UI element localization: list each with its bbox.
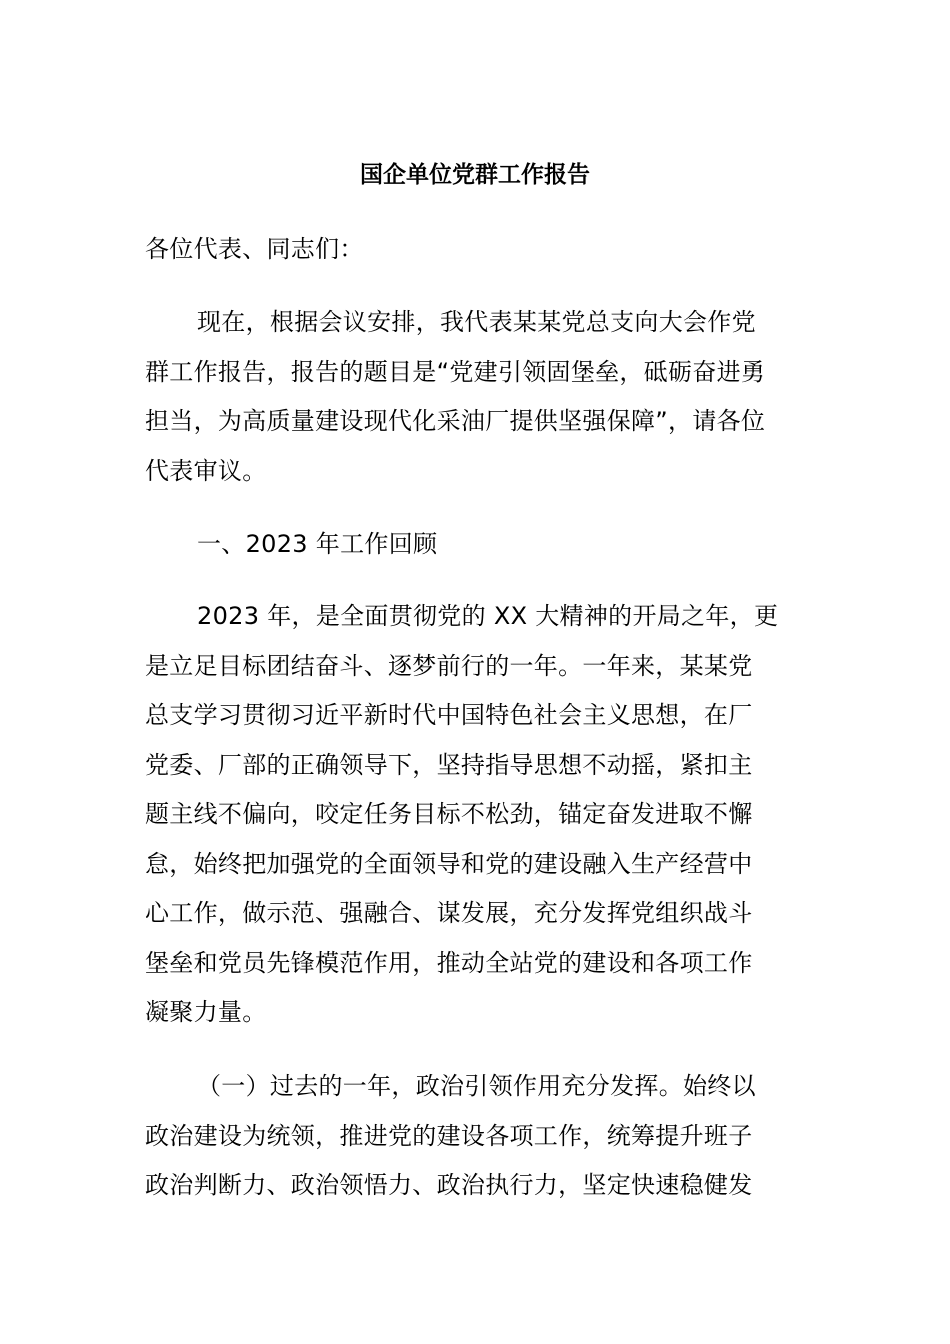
section-heading-text: 一、2023 年工作回顾 [197,530,438,558]
paragraph-line: 政治建设为统领，推进党的建设各项工作，统筹提升班子 [145,1121,753,1150]
paragraph-line: 政治判断力、政治领悟力、政治执行力，坚定快速稳健发 [145,1171,753,1199]
section-heading [145,520,805,570]
review-paragraph [145,592,805,1038]
paragraph-line: 总支学习贯彻习近平新时代中国特色社会主义思想，在厂 [145,701,753,729]
paragraph-line: 凝聚力量。 [145,998,267,1026]
paragraph-line: 怠，始终把加强党的全面领导和党的建设融入生产经营中 [145,849,753,878]
paragraph-line: （一）过去的一年，政治引领作用充分发挥。始终以 [197,1072,756,1100]
subsection-paragraph [145,1062,805,1211]
paragraph-line: 2023 年，是全面贯彻党的 XX 大精神的开局之年，更 [197,602,779,630]
salutation [145,225,805,275]
paragraph-line: 党委、厂部的正确领导下，坚持指导思想不动摇，紧扣主 [145,750,753,779]
paragraph-line: 代表审议。 [145,456,267,485]
document-title: 国企单位党群工作报告 [360,162,590,188]
paragraph-line: 心工作，做示范、强融合、谋发展，充分发挥党组织战斗 [145,899,753,927]
paragraph-line: 担当，为高质量建设现代化采油厂提供坚强保障”，请各位 [145,407,766,435]
paragraph-line: 现在，根据会议安排，我代表某某党总支向大会作党 [197,308,756,336]
paragraph-line: 题主线不偏向，咬定任务目标不松劲，锚定奋发进取不懈 [145,800,753,828]
intro-paragraph [145,298,805,496]
paragraph-line: 群工作报告，报告的题目是“党建引领固堡垒，砥砺奋进勇 [145,357,766,386]
salutation-text: 各位代表、同志们： [145,235,364,263]
paragraph-line: 是立足目标团结奋斗、逐梦前行的一年。一年来，某某党 [145,651,753,680]
paragraph-line: 堡垒和党员先锋模范作用，推动全站党的建设和各项工作 [145,948,753,977]
